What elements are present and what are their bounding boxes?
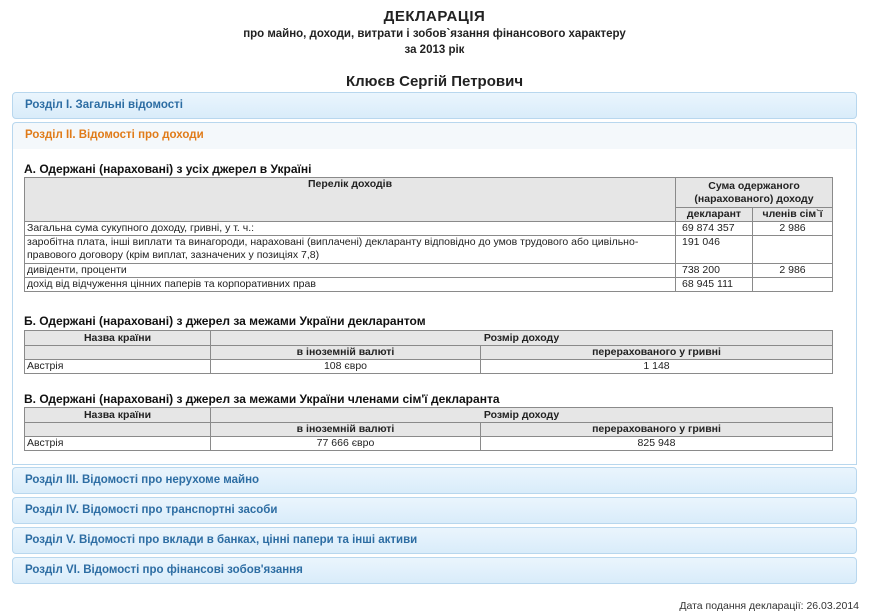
- section-3-header[interactable]: Розділ III. Відомості про нерухоме майно: [12, 467, 857, 494]
- declarant-name: Клюєв Сергій Петрович: [345, 73, 524, 90]
- declaration-year: за 2013 рік: [404, 44, 465, 56]
- col-uah: перерахованого у гривні: [481, 346, 833, 360]
- col-income-sum: Сума одержаного (нарахованого) доходу: [676, 178, 833, 208]
- income-name: заробітна плата, інші виплати та винагороди, нараховані (виплачені) декларанту відповідно до умов трудового або цивільно-правового договору (крім виплат, зазначених у позиціях 7,8): [25, 236, 676, 264]
- col-uah: перерахованого у гривні: [481, 423, 833, 437]
- page-title: ДЕКЛАРАЦІЯ: [383, 8, 486, 25]
- col-family: членів сім`ї: [753, 208, 833, 222]
- income-family: [753, 278, 833, 292]
- income-b-title: Б. Одержані (нараховані) з джерел за межами України декларантом: [24, 314, 426, 328]
- income-name: дохід від відчуження цінних паперів та корпоративних прав: [25, 278, 676, 292]
- header-spacer: [25, 346, 211, 360]
- income-declarant: 738 200: [676, 264, 753, 278]
- col-country: Назва країни: [25, 408, 211, 423]
- income-declarant: 68 945 111: [676, 278, 753, 292]
- col-country: Назва країни: [25, 331, 211, 346]
- col-amount: Розмір доходу: [211, 331, 833, 346]
- col-declarant: декларант: [676, 208, 753, 222]
- amount-uah: 825 948: [481, 437, 833, 451]
- table-row: [25, 264, 833, 278]
- income-b-table: [24, 330, 833, 374]
- income-name: дивіденти, проценти: [25, 264, 676, 278]
- income-family: 2 986: [753, 264, 833, 278]
- income-c-table: [24, 407, 833, 451]
- income-family: 2 986: [753, 222, 833, 236]
- header-spacer: [25, 423, 211, 437]
- section-4-header[interactable]: Розділ IV. Відомості про транспортні засоби: [12, 497, 857, 524]
- table-row: [25, 360, 833, 374]
- income-declarant: 191 046: [676, 236, 753, 264]
- col-foreign-currency: в іноземній валюті: [211, 346, 481, 360]
- country-name: Австрія: [25, 360, 211, 374]
- section-2-header[interactable]: Розділ II. Відомості про доходи: [12, 122, 857, 149]
- col-amount: Розмір доходу: [211, 408, 833, 423]
- income-c-title: В. Одержані (нараховані) з джерел за межами України членами сім'ї декларанта: [24, 392, 500, 406]
- country-name: Австрія: [25, 437, 211, 451]
- income-family: [753, 236, 833, 264]
- income-a-table: [24, 177, 833, 292]
- col-foreign-currency: в іноземній валюті: [211, 423, 481, 437]
- amount-foreign: 108 євро: [211, 360, 481, 374]
- col-income-list: Перелік доходів: [25, 178, 676, 222]
- table-row: [25, 222, 833, 236]
- table-row: [25, 278, 833, 292]
- amount-foreign: 77 666 євро: [211, 437, 481, 451]
- table-row: [25, 236, 833, 264]
- income-a-title: А. Одержані (нараховані) з усіх джерел в Україні: [24, 162, 312, 176]
- income-name: Загальна сума сукупного доходу, гривні, у т. ч.:: [25, 222, 676, 236]
- section-1-header[interactable]: Розділ I. Загальні відомості: [12, 92, 857, 119]
- submission-date: Дата подання декларації: 26.03.2014: [679, 600, 859, 612]
- section-6-header[interactable]: Розділ VI. Відомості про фінансові зобов'язання: [12, 557, 857, 584]
- page-subtitle: про майно, доходи, витрати і зобов`язання фінансового характеру: [243, 28, 626, 40]
- income-declarant: 69 874 357: [676, 222, 753, 236]
- table-row: [25, 437, 833, 451]
- amount-uah: 1 148: [481, 360, 833, 374]
- section-5-header[interactable]: Розділ V. Відомості про вклади в банках, цінні папери та інші активи: [12, 527, 857, 554]
